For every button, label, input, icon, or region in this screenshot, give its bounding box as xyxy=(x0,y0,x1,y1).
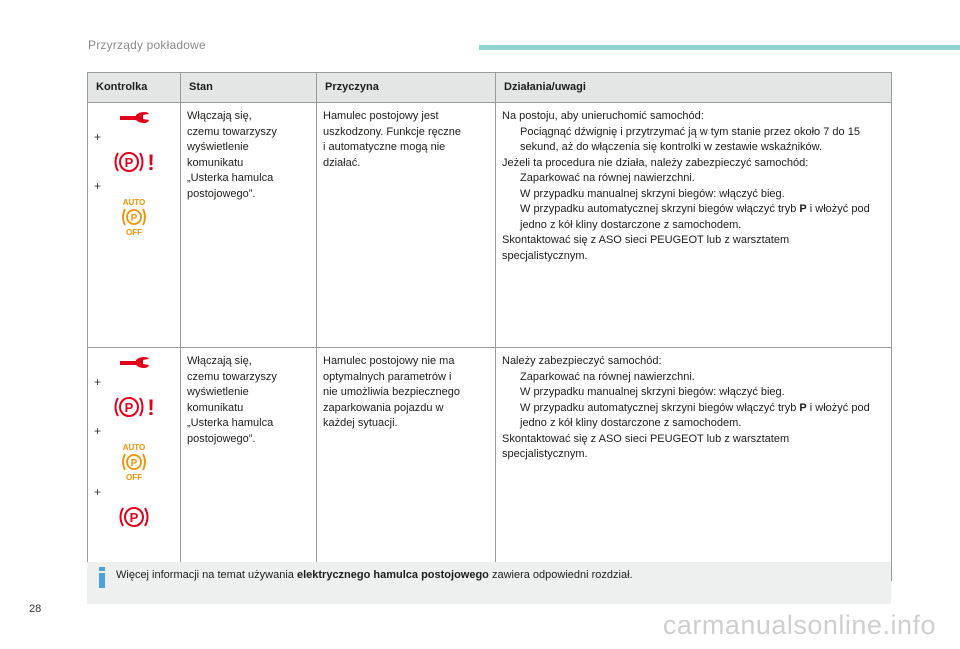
info-text-part: zawiera odpowiedni rozdział. xyxy=(488,569,633,581)
section-title: Przyrządy pokładowe xyxy=(88,38,206,52)
info-box xyxy=(87,562,891,604)
icon-auto-label: AUTO xyxy=(122,198,146,207)
parking-brake-fault-icon xyxy=(112,393,156,421)
bullet-text: i włożyć pod jedno z kół kliny dostarczone z samochodem. xyxy=(520,401,870,429)
przyczyna-line: zaparkowania pojazdu w xyxy=(323,401,444,414)
info-text-bold[interactable]: elektrycznego hamulca postojowego xyxy=(296,569,489,581)
indicator-icons-cell xyxy=(88,348,181,581)
action-intro: Na postoju, aby unieruchomić samochód: xyxy=(502,110,704,122)
przyczyna-line: i automatyczne mogą nie xyxy=(323,141,446,153)
stan-line: Włączają się, xyxy=(187,110,252,122)
wrench-icon xyxy=(117,354,151,372)
page-number: 28 xyxy=(29,603,42,615)
stan-line: komunikatu xyxy=(187,401,244,414)
action-intro: Należy zabezpieczyć samochód: xyxy=(502,355,662,367)
table-row xyxy=(88,103,892,348)
stan-line: postojowego”. xyxy=(187,187,256,200)
przyczyna-line: działać. xyxy=(323,156,361,169)
stan-line: komunikatu xyxy=(187,156,244,169)
action-closing: specjalistycznym. xyxy=(502,448,588,460)
plus-sign: + xyxy=(94,424,102,438)
przyczyna-line: Hamulec postojowy jest xyxy=(323,110,439,122)
action-bullet xyxy=(502,370,885,386)
dzialania-cell xyxy=(496,348,892,581)
plus-sign: + xyxy=(94,130,102,144)
stan-line: czemu towarzyszy xyxy=(187,125,277,138)
icon-off-label: OFF xyxy=(126,473,142,482)
plus-sign: + xyxy=(94,179,102,193)
stan-cell xyxy=(181,348,317,581)
przyczyna-cell xyxy=(317,348,496,581)
plus-sign: + xyxy=(94,485,102,499)
bullet-text: W przypadku automatycznej skrzyni biegów włączyć tryb xyxy=(520,203,800,215)
icon-letter-p: P xyxy=(124,400,134,415)
parking-brake-icon xyxy=(115,503,153,531)
stan-line: Włączają się, xyxy=(187,355,252,367)
gear-mode-p: P xyxy=(799,203,807,215)
col-header-dzialania: Działania/uwagi xyxy=(496,73,892,103)
action-bullet xyxy=(502,171,885,187)
table-header-row xyxy=(88,73,892,103)
stan-line: „Usterka hamulca xyxy=(187,172,274,184)
stan-line: „Usterka hamulca xyxy=(187,417,274,429)
bullet-text: W przypadku manualnej skrzyni biegów: włączyć bieg. xyxy=(520,187,785,200)
action-closing: Skontaktować się z ASO sieci PEUGEOT lub z warsztatem xyxy=(502,432,790,445)
action-middle: Jeżeli ta procedura nie działa, należy zabezpieczyć samochód: xyxy=(502,156,809,169)
bullet-text: Zaparkować na równej nawierzchni. xyxy=(520,172,695,184)
bullet-text: Zaparkować na równej nawierzchni. xyxy=(520,370,695,383)
action-bullet xyxy=(502,187,885,203)
parking-brake-fault-icon xyxy=(112,148,156,176)
bullet-text: Pociągnąć dźwignię i przytrzymać ją w tym stanie przez około 7 do 15 sekund, aż do włączenia się kontrolki w zestawie wskaźników. xyxy=(520,125,860,153)
indicator-icons-cell xyxy=(88,103,181,348)
icon-letter-p: P xyxy=(130,458,138,469)
col-header-kontrolka: Kontrolka xyxy=(88,73,181,103)
warning-lights-table xyxy=(87,72,892,581)
auto-parking-off-icon xyxy=(117,442,151,482)
przyczyna-line: uszkodzony. Funkcje ręczne xyxy=(323,125,461,138)
stan-line: postojowego”. xyxy=(187,432,256,445)
stan-line: czemu towarzyszy xyxy=(187,370,277,383)
action-bullet xyxy=(502,385,885,401)
bullet-text: W przypadku manualnej skrzyni biegów: włączyć bieg. xyxy=(520,386,785,398)
przyczyna-line: każdej sytuacji. xyxy=(323,417,398,429)
przyczyna-line: Hamulec postojowy nie ma xyxy=(323,355,455,367)
icon-exclamation: ! xyxy=(147,150,155,175)
action-bullet-auto xyxy=(502,401,885,432)
section-accent-bar xyxy=(479,45,960,50)
bullet-text: i włożyć pod jedno z kół kliny dostarczone z samochodem. xyxy=(520,203,870,231)
icon-exclamation: ! xyxy=(147,395,155,420)
action-bullet xyxy=(502,125,885,156)
icon-off-label: OFF xyxy=(126,228,142,237)
info-text xyxy=(116,568,633,582)
col-header-przyczyna: Przyczyna xyxy=(317,73,496,103)
przyczyna-cell xyxy=(317,103,496,348)
przyczyna-line: optymalnych parametrów i xyxy=(323,370,452,383)
icon-letter-p: P xyxy=(124,155,134,170)
action-closing: specjalistycznym. xyxy=(502,249,588,262)
info-text-part: Więcej informacji na temat używania xyxy=(116,569,297,581)
col-header-stan: Stan xyxy=(181,73,317,103)
wrench-icon xyxy=(117,109,151,127)
table-row xyxy=(88,348,892,581)
watermark: carmanualsonline.info xyxy=(662,610,936,640)
action-closing: Skontaktować się z ASO sieci PEUGEOT lub z warsztatem xyxy=(502,234,790,246)
stan-line: wyświetlenie xyxy=(187,386,249,398)
icon-letter-p: P xyxy=(130,213,138,224)
stan-cell xyxy=(181,103,317,348)
action-bullet-auto xyxy=(502,202,885,233)
dzialania-cell xyxy=(496,103,892,348)
plus-sign: + xyxy=(94,375,102,389)
przyczyna-line: nie umożliwia bezpiecznego xyxy=(323,386,460,398)
stan-line: wyświetlenie xyxy=(187,141,249,153)
gear-mode-p: P xyxy=(799,401,807,414)
icon-letter-p: P xyxy=(129,510,139,525)
bullet-text: W przypadku automatycznej skrzyni biegów włączyć tryb xyxy=(520,401,800,414)
auto-parking-off-icon xyxy=(117,197,151,237)
info-icon xyxy=(96,567,110,589)
icon-auto-label: AUTO xyxy=(122,443,146,452)
